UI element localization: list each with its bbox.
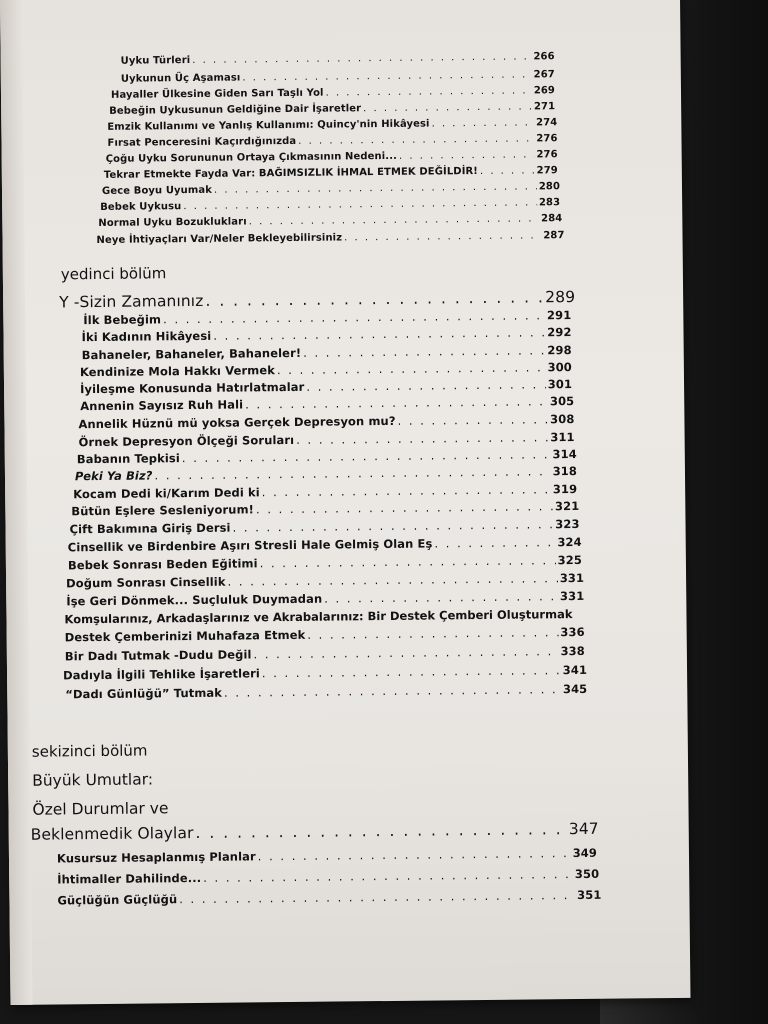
leader-dots	[296, 430, 548, 447]
toc-entry-title: Kendinize Mola Hakkı Vermek	[79, 363, 276, 380]
toc-entry	[106, 149, 558, 165]
toc-entry-page: 305	[549, 394, 575, 409]
toc-entry-page: 351	[577, 887, 602, 903]
toc-entry-page: 289	[545, 287, 576, 307]
toc-entry	[57, 867, 599, 887]
toc-entry-page: 347	[568, 819, 599, 839]
toc-entry-page: 314	[552, 446, 577, 462]
toc-entry-page: 319	[552, 481, 578, 497]
toc-entry-page: 298	[547, 343, 572, 358]
toc-entry	[69, 517, 579, 536]
toc-entry-title: Dadıyla İlgili Tehlike İşaretleri	[63, 666, 260, 683]
toc-entry	[104, 165, 558, 181]
toc-entry-title: Bebeğin Uykusunun Geldiğine Dair İşaretler	[109, 103, 362, 117]
leader-dots	[256, 499, 553, 516]
leader-dots	[249, 213, 540, 227]
toc-entry-title: Gece Boyu Uyumak	[101, 184, 213, 197]
toc-entry-page: 331	[559, 588, 585, 604]
toc-entry	[80, 360, 572, 379]
leader-dots	[324, 589, 558, 605]
leader-dots	[431, 117, 534, 129]
toc-entry-page: 341	[562, 662, 588, 678]
toc-entry	[98, 213, 562, 229]
toc-entry-page: 321	[554, 498, 580, 514]
toc-entry	[68, 553, 582, 572]
leader-dots	[203, 867, 573, 885]
toc-entry-title: Örnek Depresyon Ölçeği Soruları	[78, 432, 295, 450]
chapter-heading: yedinci bölüm	[60, 264, 167, 284]
toc-entry-page: 274	[536, 117, 558, 129]
toc-entry-title: Annenin Sayısız Ruh Hali	[80, 397, 244, 414]
toc-entry	[57, 846, 597, 866]
toc-entry-title: Y -Sizin Zamanınız	[59, 291, 204, 312]
toc-entry	[65, 644, 585, 663]
toc-entry	[83, 308, 571, 327]
toc-entry-title: Peki Ya Biz?	[74, 468, 153, 484]
chapter-title-line: Özel Durumlar ve	[32, 799, 169, 819]
toc-entry-title: İki Kadının Hikâyesi	[81, 328, 212, 345]
toc-entry-title: Neye İhtiyaçları Var/Neler Bekleyebilirsiniz	[96, 232, 343, 247]
toc-entry	[66, 571, 584, 590]
leader-dots	[262, 663, 561, 680]
toc-entry	[78, 412, 574, 431]
toc-entry-page: 324	[557, 534, 582, 550]
toc-entry-title: Kusursuz Hesaplanmış Planlar	[56, 849, 256, 866]
leader-dots	[214, 181, 537, 195]
leader-dots	[242, 69, 531, 83]
leader-dots	[325, 85, 531, 98]
toc-entry-title: Çift Bakımına Giriş Dersi	[69, 520, 231, 537]
toc-entry	[65, 625, 585, 644]
toc-entry-page: 349	[572, 845, 598, 861]
toc-entry-title: Bir Dadı Tutmak -Dudu Değil	[64, 647, 252, 664]
leader-dots	[480, 165, 535, 177]
leader-dots	[262, 482, 551, 499]
toc-entry	[80, 394, 574, 413]
toc-entry-page: 269	[533, 85, 556, 97]
toc-entry-page: 276	[536, 133, 558, 145]
toc-entry-title: Tekrar Etmekte Fayda Var: BAĞIMSIZLIK İHMAL ETMEK DEĞİLDİR!	[103, 166, 479, 181]
toc-entry-title: İhtimaller Dahilinde...	[57, 870, 202, 887]
leader-dots	[163, 308, 545, 326]
toc-entry-title: Hayaller Ülkesine Giden Sarı Taşlı Yol	[110, 87, 324, 101]
toc-entry-page: 291	[546, 308, 572, 323]
leader-dots	[227, 571, 557, 588]
toc-entry-page: 338	[560, 643, 585, 659]
toc-entry	[63, 663, 587, 682]
toc-entry	[68, 535, 582, 554]
toc-entry-title: Çoğu Uyku Sorununun Ortaya Çıkmasının Nedeni...	[105, 150, 398, 165]
toc-entry-page: 271	[533, 101, 556, 113]
leader-dots	[205, 288, 543, 310]
leader-dots	[303, 343, 545, 360]
toc-entry-page: 308	[550, 412, 575, 427]
toc-entry	[71, 499, 579, 518]
toc-entry-title: Doğum Sonrası Cinsellik	[66, 574, 226, 591]
toc-entry	[100, 197, 560, 213]
toc-entry-page: 301	[547, 377, 573, 392]
toc-entry-page: 318	[552, 463, 578, 479]
leader-dots	[277, 360, 546, 377]
toc-entry-title: Güçlüğün Güçlüğü	[57, 892, 178, 908]
toc-entry-title: Bahaneler, Bahaneler, Bahaneler!	[81, 345, 302, 363]
toc-entry-page: 292	[547, 325, 572, 340]
toc-entry-title: “Dadı Günlüğü” Tutmak	[65, 685, 223, 702]
toc-entry-page: 280	[538, 181, 561, 193]
leader-dots	[363, 101, 532, 114]
toc-entry	[77, 447, 577, 466]
toc-entry	[121, 69, 555, 85]
leader-dots	[183, 197, 537, 212]
toc-entry	[65, 682, 587, 701]
leader-dots	[232, 517, 553, 534]
leader-dots	[258, 846, 571, 863]
toc-entry-title: Uyku Türleri	[120, 55, 191, 67]
leader-dots	[182, 447, 551, 465]
toc-entry-title: Beklenmedik Olaylar	[30, 824, 194, 844]
toc-entry-page: 300	[547, 360, 572, 375]
toc-entry-title: Annelik Hüznü mü yoksa Gerçek Depresyon mu?	[78, 413, 396, 432]
toc-entry	[82, 343, 572, 362]
toc-entry	[109, 101, 555, 117]
toc-entry	[57, 888, 601, 908]
toc-entry-title: Bebek Sonrası Beden Eğitimi	[67, 556, 258, 573]
chapter-title-line: Büyük Umutlar:	[32, 770, 154, 790]
toc-entry	[66, 589, 584, 608]
toc-entry-title: Uykunun Üç Aşaması	[120, 72, 241, 85]
toc-entry	[79, 430, 575, 449]
toc-entry-page: 325	[557, 552, 582, 568]
toc-entry-title: Kocam Dedi ki/Karım Dedi ki	[73, 485, 260, 502]
toc-entry-title: Komşularınız, Arkadaşlarınız ve Akrabalarınız: Bir Destek Çemberi Oluşturmak	[64, 607, 573, 627]
toc-entry-title: Destek Çemberinizi Muhafaza Etmek	[64, 627, 306, 645]
toc-entry-title: İlk Bebeğim	[83, 312, 162, 328]
toc-entry-page: 267	[533, 69, 555, 81]
leader-dots	[307, 625, 558, 642]
toc-entry-title: İyileşme Konusunda Hatırlatmalar	[80, 379, 305, 397]
toc-entry	[121, 51, 555, 67]
toc-entry-page: 276	[536, 149, 558, 161]
toc-entry	[80, 377, 572, 396]
toc-entry-page: 287	[543, 230, 565, 242]
leader-dots	[434, 535, 555, 550]
toc-entry-title: Bebek Uykusu	[100, 201, 182, 213]
toc-entry	[73, 482, 577, 501]
toc-entry-page: 283	[538, 197, 561, 209]
chapter-main-entry	[31, 820, 599, 844]
toc-entry-title: İşe Geri Dönmek... Suçluluk Duymadan	[66, 591, 323, 609]
chapter-heading: sekizinci bölüm	[31, 741, 148, 761]
toc-entry-page: 284	[541, 213, 563, 225]
toc-entry-page: 266	[533, 51, 555, 63]
leader-dots	[213, 325, 545, 342]
leader-dots	[224, 682, 561, 700]
toc-entry-page: 336	[560, 624, 585, 640]
toc-entry-page: 350	[574, 866, 600, 882]
toc-entry	[75, 464, 577, 483]
toc-entry-title: Bütün Eşlere Sesleniyorum!	[71, 502, 255, 519]
leader-dots	[179, 888, 575, 906]
leader-dots	[399, 149, 535, 161]
toc-entry-page: 279	[536, 165, 558, 177]
toc-entry-title: Normal Uyku Bozuklukları	[98, 216, 247, 229]
leader-dots	[195, 820, 567, 842]
leader-dots	[344, 230, 541, 243]
toc-entry	[107, 133, 557, 149]
toc-entry-title: Fırsat Penceresini Kaçırdığınızda	[107, 135, 297, 149]
leader-dots	[260, 553, 556, 570]
toc-entry	[111, 85, 555, 101]
toc-entry	[96, 230, 564, 246]
toc-entry	[81, 325, 571, 344]
toc-entry	[102, 181, 560, 197]
toc-entry-page: 345	[562, 681, 588, 697]
toc-entry	[107, 117, 557, 133]
toc-entry-page: 311	[550, 430, 575, 445]
toc-entry-page: 323	[555, 516, 580, 532]
leader-dots	[154, 464, 550, 482]
leader-dots	[306, 377, 546, 394]
toc-entry-title: Babanın Tepkisi	[76, 451, 180, 467]
toc-entry-page: 331	[559, 570, 585, 586]
leader-dots	[397, 412, 548, 428]
toc-entry-title: Cinsellik ve Birdenbire Aşırı Stresli Hale Gelmiş Olan Eş	[67, 536, 433, 555]
toc-entry-title: Emzik Kullanımı ve Yanlış Kullanımı: Quincy'nin Hikâyesi	[107, 118, 430, 133]
leader-dots	[192, 51, 531, 66]
leader-dots	[298, 133, 534, 146]
leader-dots	[245, 394, 548, 411]
leader-dots	[253, 644, 558, 661]
